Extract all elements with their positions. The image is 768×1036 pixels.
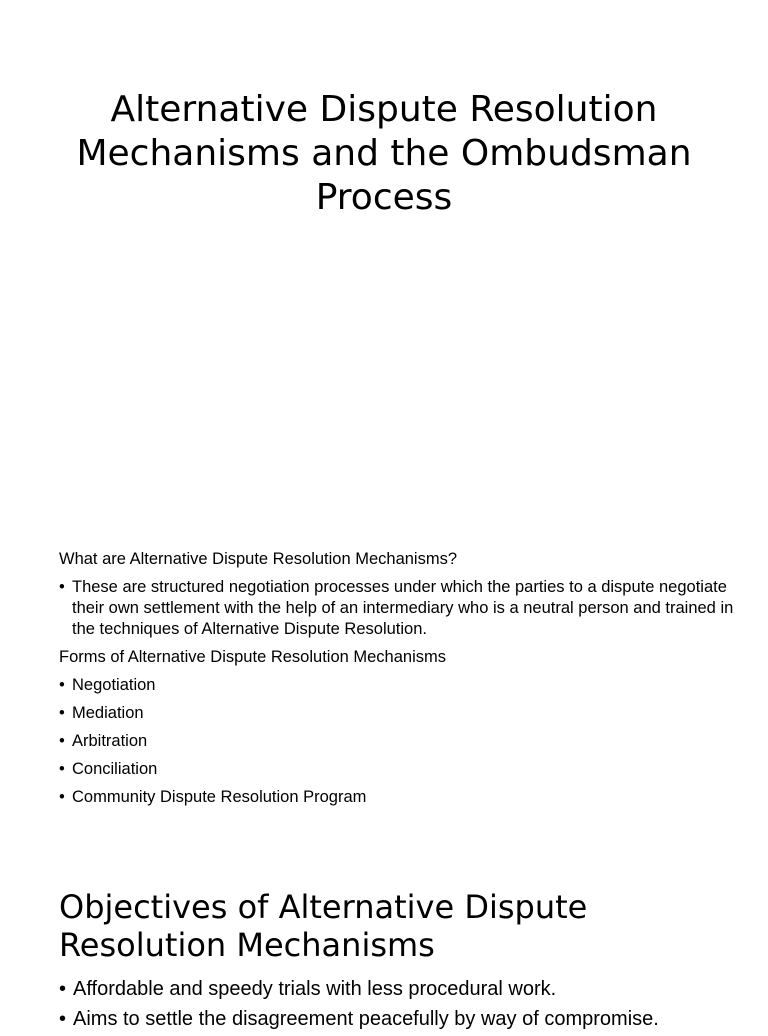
form-label: Community Dispute Resolution Program (72, 788, 367, 806)
bullet-icon: • (59, 1008, 67, 1030)
objective-item (59, 976, 749, 1002)
form-label: Mediation (72, 704, 144, 722)
bullet-icon: • (59, 578, 65, 596)
bullet-icon: • (59, 760, 65, 778)
objective-text: Affordable and speedy trials with less procedural work. (73, 978, 557, 1000)
definition-text: These are structured negotiation processes under which the parties to a dispute negotiate their own settlement with the help of an intermediary who is a neutral person and trained in the techniques of Alternative Dispute Resolution. (72, 578, 734, 638)
form-label: Arbitration (72, 732, 148, 750)
form-item-mediation (59, 703, 739, 724)
objective-text: Aims to settle the disagreement peacefully by way of compromise. (73, 1008, 659, 1030)
form-item-negotiation (59, 675, 739, 696)
form-item-community-program (59, 787, 739, 808)
form-item-arbitration (59, 731, 739, 752)
bullet-icon: • (59, 788, 65, 806)
definition-list (59, 577, 739, 640)
question-heading: What are Alternative Dispute Resolution Mechanisms? (59, 550, 458, 568)
objectives-section (59, 888, 749, 1036)
definition-item (59, 577, 739, 640)
bullet-icon: • (59, 978, 67, 1000)
objectives-title: Objectives of Alternative Dispute Resolution Mechanisms (59, 888, 588, 964)
bullet-icon: • (59, 704, 65, 722)
forms-heading: Forms of Alternative Dispute Resolution Mechanisms (59, 648, 446, 666)
adr-definition-section (59, 549, 739, 815)
forms-list (59, 675, 739, 808)
bullet-icon: • (59, 676, 65, 694)
objective-item (59, 1006, 749, 1032)
form-label: Conciliation (72, 760, 158, 778)
form-item-conciliation (59, 759, 739, 780)
bullet-icon: • (59, 732, 65, 750)
presentation-title: Alternative Dispute Resolution Mechanisms and the Ombudsman Process (76, 89, 692, 218)
form-label: Negotiation (72, 676, 156, 694)
